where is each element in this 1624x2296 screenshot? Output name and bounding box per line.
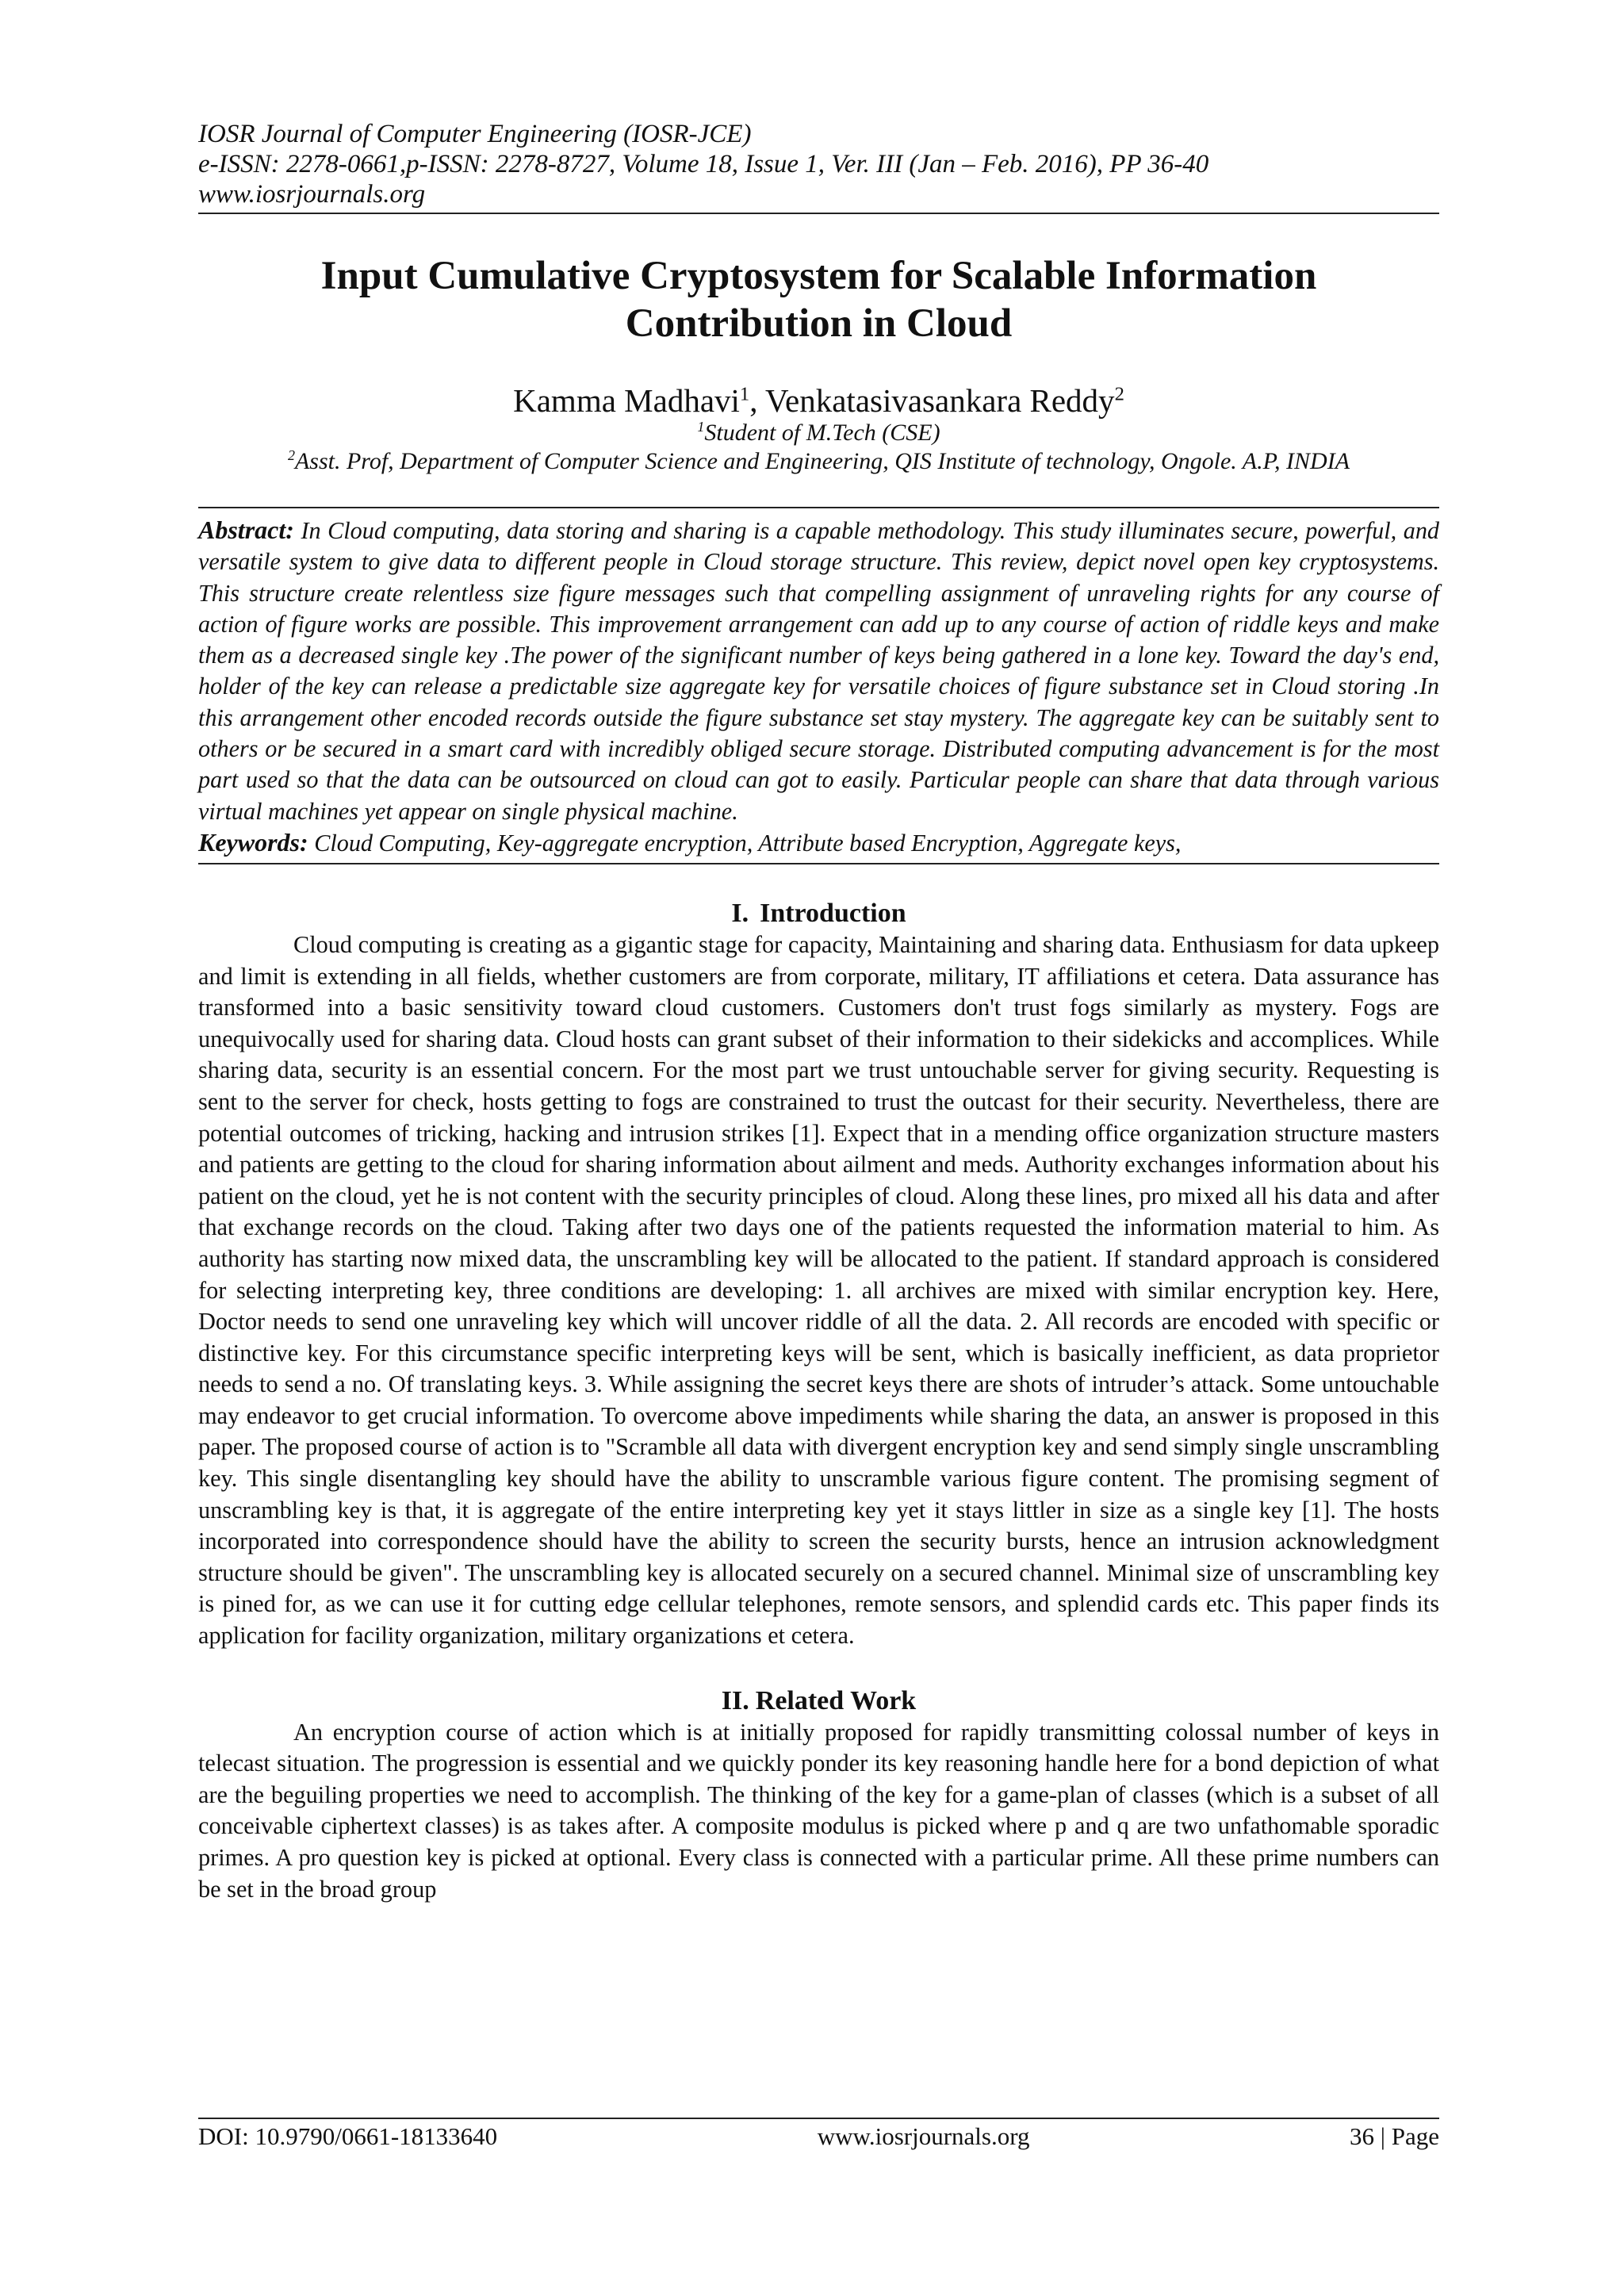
related-work-paragraph: An encryption course of action which is at initially proposed for rapidly transmitting colossal number of keys in telecast situation. The progression is essential and we quickly ponder its key reasoning handle here for a bond depiction of what are the beguiling properties we need to accomplish. The thinking of the key for a game-plan of classes (which is a subset of all conceivable ciphertext classes) is as takes after. A composite modulus is picked where p and q are two unfathomable sporadic primes. A pro question key is picked at optional. Every class is connected with a particular prime. All these prime numbers can be set in the broad group xyxy=(198,1718,1439,1903)
section-number: II. xyxy=(721,1685,749,1715)
author-1: Kamma Madhavi xyxy=(513,382,740,419)
author-separator: , xyxy=(749,382,765,419)
section-number: I. xyxy=(731,898,749,928)
section-heading-related-work xyxy=(198,1685,1439,1717)
title-line-2: Contribution in Cloud xyxy=(625,301,1013,346)
journal-website: www.iosrjournals.org xyxy=(198,180,426,209)
author-2: Venkatasivasankara Reddy xyxy=(764,382,1115,419)
journal-name: IOSR Journal of Computer Engineering (IOSR-JCE) xyxy=(198,120,752,148)
section-title: Introduction xyxy=(760,898,906,928)
affiliation-2-sup: 2 xyxy=(287,447,295,463)
footer-doi: DOI: 10.9790/0661-18133640 xyxy=(198,2122,498,2150)
abstract-paragraph xyxy=(198,515,1439,827)
header-rule xyxy=(198,213,1439,214)
abstract-text: In Cloud computing, data storing and sharing is a capable methodology. This study illuminates secure, powerful, and versatile system to give data to different people in Cloud storage structure. This review, depict novel open key cryptosystems. This structure create relentless size figure messages such that compelling assignment of unraveling rights for any course of action of figure works are possible. This improvement arrangement can add up to any course of action of riddle keys and make them as a decreased single key .The power of the significant number of keys being gathered in a lone key. Toward the day's end, holder of the key can release a predictable size aggregate key for versatile choices of figure substance set in Cloud storing .In this arrangement other encoded records outside the figure substance set stay mystery. The aggregate key can be suitably sent to others or be secured in a smart card with incredibly obliged secure storage. Distributed computing advancement is for the most part used so that the data can be outsourced on cloud can got to easily. Particular people can share that data through various virtual machines yet appear on single physical machine. xyxy=(198,517,1440,825)
keywords-text: Cloud Computing, Key-aggregate encryption, Attribute based Encryption, Aggregate keys, xyxy=(314,829,1182,857)
keywords-label: Keywords: xyxy=(198,827,308,857)
section-heading-introduction xyxy=(198,898,1439,930)
author-1-sup: 1 xyxy=(739,383,750,405)
author-2-sup: 2 xyxy=(1114,383,1124,405)
page-footer xyxy=(198,2118,1439,2152)
title-line-1: Input Cumulative Cryptosystem for Scalable Information xyxy=(320,254,1317,298)
affiliation-2 xyxy=(198,447,1439,477)
abstract-block xyxy=(198,507,1439,864)
footer-page-number: 36 | Page xyxy=(1350,2122,1439,2150)
keywords-line xyxy=(198,827,1439,858)
issn-line: e-ISSN: 2278-0661,p-ISSN: 2278-8727, Volume 18, Issue 1, Ver. III (Jan – Feb. 2016), PP 36-40 xyxy=(198,150,1209,178)
footer-rule xyxy=(198,2118,1439,2119)
journal-header xyxy=(198,119,1439,209)
abstract-label: Abstract: xyxy=(198,516,294,544)
introduction-paragraph: Cloud computing is creating as a gigantic stage for capacity, Maintaining and sharing data. Enthusiasm for data upkeep and limit is extending in all fields, whether customers are from corporate, military, IT affiliations et cetera. Data assurance has transformed into a basic sensitivity toward cloud customers. Customers don't trust fogs similarly as mystery. Fogs are unequivocally used for sharing data. Cloud hosts can grant subset of their information to their sidekicks and accomplices. While sharing data, security is an essential concern. For the most part we trust untouchable server for giving security. Requesting is sent to the server for check, hosts getting to fogs are constrained to trust the outcast for their security. Nevertheless, there are potential outcomes of tricking, hacking and intrusion strikes [1]. Expect that in a mending office organization structure masters and patients are getting to the cloud for sharing information about ailment and meds. Authority exchanges information about his patient on the cloud, yet he is not content with the security principles of cloud. Along these lines, pro mixed all his data and after that exchange records on the cloud. Taking after two days one of the patients requested the information material to him. As authority has starting now mixed data, the unscrambling key will be allocated to the patient. If standard approach is considered for selecting interpreting key, three conditions are developing: 1. all archives are mixed with similar encryption key. Here, Doctor needs to send one unraveling key which will uncover riddle of all the data. 2. All records are encoded with specific or distinctive key. For this circumstance specific interpreting keys will be sent, which is basically inefficient, as data proprietor needs to send a no. Of translating keys. 3. While assigning the secret keys there are shots of intruder’s attack. Some untouchable may endeavor to get crucial information. To overcome above impediments while sharing the data, an answer is proposed in this paper. The proposed course of action is to "Scramble all data with divergent encryption key and send simply single unscrambling key. This single disentangling key should have the ability to unscramble various figure content. The promising segment of unscrambling key is that, it is aggregate of the entire interpreting key yet it stays littler in size as a single key [1]. The hosts incorporated into correspondence should have the ability to screen the security bursts, hence an intrusion acknowledgment structure should be given". The unscrambling key is allocated securely on a secured channel. Minimal size of unscrambling key is pined for, as we can use it for cutting edge cellular telephones, remote sensors, and splendid cards etc. This paper finds its application for facility organization, military organizations et cetera. xyxy=(198,930,1439,1650)
footer-website: www.iosrjournals.org xyxy=(817,2122,1030,2150)
footer-row xyxy=(198,2121,1439,2152)
section-title: Related Work xyxy=(755,1685,917,1715)
author-line xyxy=(198,381,1439,420)
affiliation-1-text: Student of M.Tech (CSE) xyxy=(704,420,940,446)
affiliation-1 xyxy=(198,420,1439,447)
affiliation-2-text: Asst. Prof, Department of Computer Science and Engineering, QIS Institute of technology, Ongole. A.P, INDIA xyxy=(294,448,1350,474)
affiliation-1-sup: 1 xyxy=(697,419,705,435)
page-content xyxy=(198,119,1439,1905)
paper-title xyxy=(198,252,1439,347)
